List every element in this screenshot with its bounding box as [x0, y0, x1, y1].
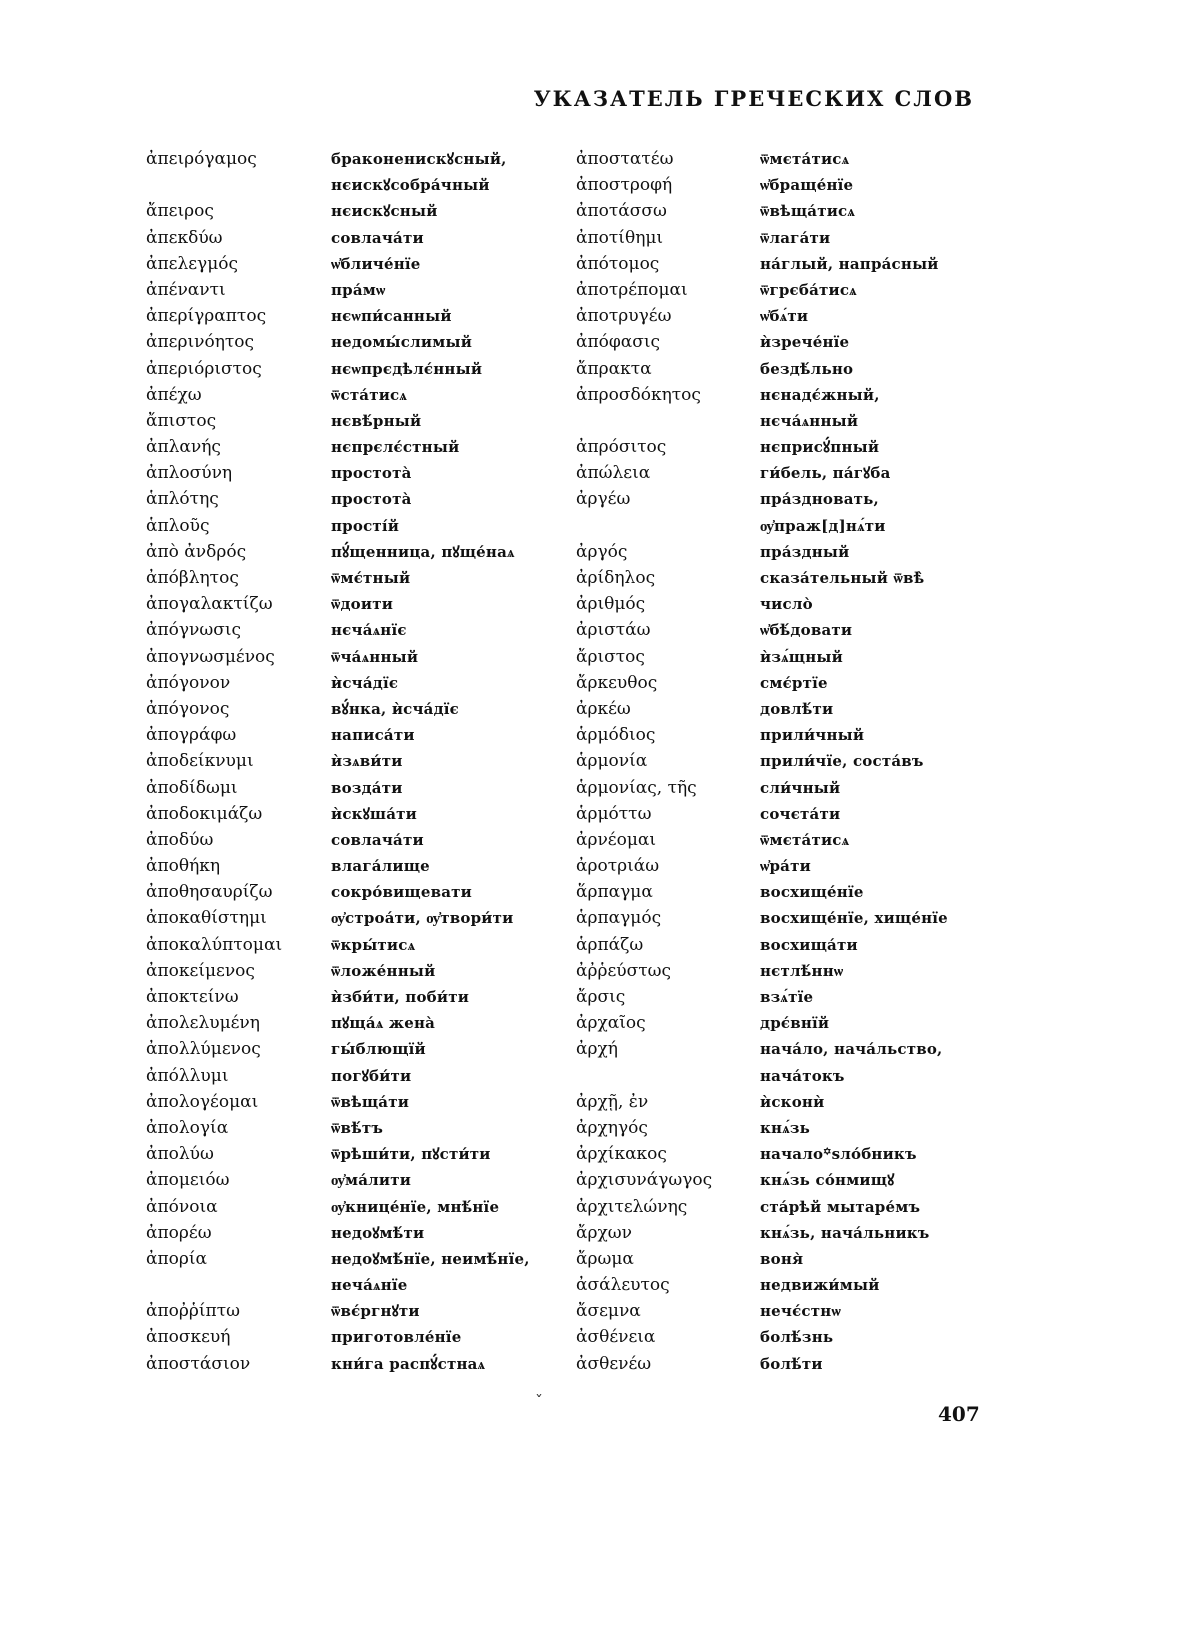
dictionary-entry: ἀποθησαυρίζω — [146, 882, 273, 903]
dictionary-entry: ѡ҆бѣ́довати — [760, 621, 853, 640]
dictionary-entry: совлача́ти — [331, 830, 424, 849]
dictionary-entry: ἀρχή — [576, 1039, 618, 1060]
dictionary-entry: ἀπελεγμός — [146, 253, 239, 274]
dictionary-entry: пра́мѡ — [331, 280, 386, 299]
page-header: УКАЗАТЕЛЬ ГРЕЧЕСКИХ СЛОВ — [533, 86, 974, 111]
dictionary-entry: восхища́ти — [760, 935, 858, 954]
dictionary-entry: нєискꙋсобра́чный — [331, 176, 490, 195]
dictionary-entry: нєискꙋсный — [331, 202, 438, 221]
dictionary-entry: нєѡпи́санный — [331, 307, 452, 326]
dictionary-entry: недвижи́мый — [760, 1276, 880, 1295]
dictionary-entry: пра́здновать, — [760, 490, 879, 509]
dictionary-entry: ἀρίδηλος — [576, 568, 656, 588]
dictionary-entry: недоꙋмѣ́нїе, неимѣ́нїе, — [331, 1249, 530, 1268]
dictionary-entry: нєтлѣ́ннѡ — [760, 961, 844, 980]
dictionary-entry: ἀρχισυνάγωγος — [576, 1170, 713, 1191]
dictionary-entry: ἀπορέω — [146, 1222, 212, 1243]
dictionary-entry: нєнадє́жный, — [760, 385, 880, 404]
dictionary-entry: ἁρμονίας, τῆς — [576, 777, 697, 798]
dictionary-entry: ἀποδίδωμι — [146, 777, 238, 798]
dictionary-entry: кнѧ́зь, нача́льникъ — [760, 1223, 930, 1242]
dictionary-entry: ἀριστάω — [576, 620, 651, 641]
dictionary-entry: ἀρχαῖος — [576, 1013, 646, 1034]
dictionary-entry: ἄπειρος — [146, 201, 214, 222]
dictionary-entry: ἀπολογία — [146, 1117, 229, 1138]
dictionary-entry: ἀπρόσιτος — [576, 437, 667, 458]
dictionary-entry: ѿвє́ргнꙋти — [331, 1302, 420, 1321]
slavonic-column-left — [331, 146, 530, 1377]
dictionary-entry: ἄρκευθος — [576, 672, 658, 693]
dictionary-entry: погꙋби́ти — [331, 1066, 412, 1085]
dictionary-entry: ἀπόγονον — [146, 672, 231, 693]
dictionary-entry: сказа́тельный ѿвѣ̀ — [760, 569, 925, 587]
dictionary-entry: нача́токъ — [760, 1066, 845, 1085]
dictionary-entry: ѝзѧви́ти — [331, 752, 403, 771]
dictionary-entry: довлѣ́ти — [760, 699, 834, 718]
dictionary-entry: прили́чїе, соста́въ — [760, 752, 924, 771]
dictionary-entry: ἄριστος — [576, 646, 645, 667]
dictionary-entry: ѿгрєба́тисѧ — [760, 280, 857, 299]
dictionary-entry — [146, 172, 282, 198]
dictionary-entry: ἀπογράφω — [146, 725, 237, 746]
dictionary-entry: ѿдоити — [331, 595, 394, 614]
dictionary-entry: нача́ло, нача́льство, — [760, 1040, 943, 1059]
dictionary-entry: ἀπολογέομαι — [146, 1091, 259, 1112]
dictionary-entry — [576, 513, 712, 539]
dictionary-entry: сокро́вищевати — [331, 883, 472, 902]
dictionary-entry: ѿвѣща́ти — [331, 1092, 410, 1111]
greek-column-right — [576, 146, 712, 1377]
dictionary-entry: ἀποκαλύπτομαι — [146, 934, 283, 955]
dictionary-entry: ἀποῤῥίπτω — [146, 1301, 240, 1322]
dictionary-entry: ἀποθήκη — [146, 856, 221, 877]
dictionary-entry: ἀπόφασις — [576, 332, 661, 353]
dictionary-entry: ἀριθμός — [576, 594, 646, 615]
dictionary-entry: ἀπώλεια — [576, 463, 651, 484]
dictionary-entry: ἀσθενέω — [576, 1353, 652, 1374]
dictionary-entry: ἀπόλλυμι — [146, 1065, 229, 1086]
dictionary-entry: ἀπότομος — [576, 253, 660, 274]
dictionary-entry: ѡ҆ра́ти — [760, 857, 811, 876]
dictionary-entry: ἀπομειόω — [146, 1170, 230, 1191]
dictionary-entry: совлача́ти — [331, 228, 424, 247]
dictionary-entry: ἀποδοκιμάζω — [146, 803, 263, 824]
dictionary-entry: ѡ҆браще́нїе — [760, 176, 854, 195]
dictionary-entry: кнѧ́зь со́нмищꙋ — [760, 1171, 895, 1190]
dictionary-entry: ἁπλότης — [146, 489, 219, 510]
dictionary-entry: ἀῤῥεύστως — [576, 960, 672, 981]
dictionary-entry: нєча́ѧнный — [760, 411, 859, 430]
dictionary-entry: ἀποδύω — [146, 829, 214, 850]
dictionary-entry: нєприсꙋ́пный — [760, 438, 880, 457]
dictionary-entry: неча́ѧнїе — [331, 1276, 408, 1295]
dictionary-entry: ἄπρακτα — [576, 358, 652, 379]
dictionary-entry: ѿмє́тный — [331, 569, 411, 587]
dictionary-entry: ἀπόβλητος — [146, 568, 239, 588]
dictionary-entry: прості́й — [331, 516, 400, 535]
dictionary-entry: бездѣ́льно — [760, 359, 854, 378]
dictionary-entry: воня̀ — [760, 1249, 804, 1268]
dictionary-entry — [576, 408, 712, 434]
dictionary-entry: ѹ҆книце́нїе, мнѣ́нїе — [331, 1197, 500, 1216]
dictionary-entry: ѿвѣща́тисѧ — [760, 202, 856, 221]
dictionary-entry: пꙋща́ѧ жена̀ — [331, 1014, 436, 1033]
dictionary-entry: ἀρχῇ, ἐν — [576, 1091, 649, 1112]
dictionary-entry — [146, 1272, 282, 1298]
dictionary-entry: ἁπλοῦς — [146, 515, 210, 536]
dictionary-entry: ѡ҆бѧ́ти — [760, 307, 809, 326]
dictionary-entry: ги́бель, па́гꙋба — [760, 464, 891, 483]
dictionary-entry: ἄπιστος — [146, 410, 217, 431]
dictionary-entry: нечє́стнѡ — [760, 1302, 841, 1321]
dictionary-entry: ἀργέω — [576, 489, 631, 510]
dictionary-entry — [576, 1063, 712, 1089]
dictionary-entry: ἀπέχω — [146, 384, 202, 405]
dictionary-entry: ἀποτίθημι — [576, 227, 664, 248]
dictionary-entry: ἁρπάζω — [576, 934, 644, 955]
dictionary-entry: ἀποτρυγέω — [576, 306, 672, 327]
dictionary-entry: ἀποστατέω — [576, 149, 674, 169]
dictionary-entry: ἀπόγνωσις — [146, 620, 242, 641]
dictionary-entry: ἀρκέω — [576, 698, 631, 719]
dictionary-entry: приготовле́нїе — [331, 1328, 462, 1347]
dictionary-entry: ἀποστάσιον — [146, 1353, 251, 1374]
dictionary-entry: ἁρμόδιος — [576, 725, 656, 746]
dictionary-entry: ἀπλοσύνη — [146, 463, 233, 484]
dictionary-entry: ἄρσις — [576, 987, 626, 1007]
dictionary-entry: ѿлага́ти — [760, 228, 831, 247]
dictionary-entry: ѿвѣ́тъ — [331, 1118, 384, 1137]
dictionary-entry: ἀπολύω — [146, 1144, 214, 1165]
dictionary-entry: ѝсча́дїє — [331, 673, 399, 692]
dictionary-entry: недоꙋмѣ́ти — [331, 1223, 425, 1242]
dictionary-entry: ἀροτριάω — [576, 856, 660, 877]
dictionary-entry: ста́рѣй мытаре́мъ — [760, 1197, 921, 1216]
dictionary-entry: ἀποτάσσω — [576, 201, 667, 222]
dictionary-entry: ἀπειρόγαμος — [146, 149, 257, 169]
dictionary-entry: ѿложе́нный — [331, 961, 436, 980]
dictionary-entry: ἀρχηγός — [576, 1117, 648, 1138]
dictionary-entry: ἀπογαλακτίζω — [146, 594, 273, 615]
dictionary-entry: ἀπεκδύω — [146, 227, 223, 248]
dictionary-entry: ѝзрече́нїе — [760, 333, 850, 352]
dictionary-entry: кнѧ́зь — [760, 1118, 811, 1137]
dictionary-entry: ѹ҆праж[д]нѧ́ти — [760, 516, 886, 535]
dictionary-entry: смє́ртїе — [760, 673, 828, 692]
dictionary-entry: ἀρχίκακος — [576, 1144, 667, 1165]
dictionary-entry: ἀποκτείνω — [146, 987, 239, 1007]
dictionary-entry: ἀπογνωσμένος — [146, 646, 275, 667]
dictionary-entry: ἀπροσδόκητος — [576, 384, 701, 405]
dictionary-entry: ἀπορία — [146, 1248, 208, 1269]
dictionary-entry: прили́чный — [760, 726, 865, 745]
dictionary-entry: гы́блющїй — [331, 1040, 426, 1059]
dictionary-entry: вꙋ́нка, ѝсча́дїє — [331, 699, 460, 718]
dictionary-entry: ἀσθένεια — [576, 1327, 656, 1348]
dictionary-entry: ἀπέναντι — [146, 279, 226, 300]
dictionary-entry: взѧ́тїе — [760, 988, 814, 1006]
dictionary-entry: ἀπολελυμένη — [146, 1013, 260, 1034]
dictionary-entry: ἀρχιτελώνης — [576, 1196, 688, 1217]
greek-column-left — [146, 146, 282, 1377]
page-number: 407 — [938, 1402, 980, 1426]
dictionary-entry: ѝзби́ти, поби́ти — [331, 988, 470, 1006]
dictionary-entry: ѹ҆строа́ти, ѹ҆твори́ти — [331, 909, 514, 928]
dictionary-entry: ѹ҆ма́лити — [331, 1171, 412, 1190]
dictionary-entry: недомы́слимый — [331, 333, 473, 352]
dictionary-entry: ἀποκαθίστημι — [146, 908, 267, 929]
dictionary-entry: сочєта́ти — [760, 804, 841, 823]
dictionary-entry: ἀποτρέπομαι — [576, 279, 688, 300]
dictionary-entry: число̀ — [760, 595, 813, 614]
dictionary-entry: ἀπερινόητος — [146, 332, 255, 353]
dictionary-entry: на́глый, напра́сный — [760, 254, 939, 273]
dictionary-entry: ἀρνέομαι — [576, 829, 657, 850]
dictionary-entry: дрє́внїй — [760, 1014, 830, 1033]
dictionary-entry: ѿкры́тисѧ — [331, 935, 416, 954]
dictionary-entry: нєвѣ́рный — [331, 411, 422, 430]
dictionary-entry: ѝскꙋша́ти — [331, 804, 417, 823]
dictionary-entry: ἀπόνοια — [146, 1196, 218, 1217]
dictionary-entry: болѣ́ти — [760, 1354, 823, 1373]
dictionary-entry: ἀποστροφή — [576, 175, 673, 196]
dictionary-entry: нєпрєлє́стный — [331, 438, 460, 457]
dictionary-entry: ἀσάλευτος — [576, 1275, 670, 1296]
dictionary-entry: ἄρχων — [576, 1222, 632, 1243]
dictionary-entry: ѡ҆бличе́нїе — [331, 254, 421, 273]
dictionary-entry: ἀπερίγραπτος — [146, 306, 267, 327]
dictionary-entry: ἀπόγονος — [146, 698, 230, 719]
dictionary-entry: кни́га распꙋ́стнаѧ — [331, 1354, 486, 1373]
printer-mark: ˇ — [535, 1392, 543, 1411]
dictionary-entry: нєча́ѧнїє — [331, 621, 407, 640]
dictionary-entry: ѝзѧ́щный — [760, 647, 843, 666]
dictionary-entry: ἀποκείμενος — [146, 960, 255, 981]
dictionary-entry: ѿрѣши́ти, пꙋсти́ти — [331, 1145, 491, 1164]
dictionary-entry: ἄσεμνα — [576, 1301, 641, 1322]
dictionary-entry: ἀπὸ ἀνδρός — [146, 541, 247, 562]
dictionary-entry: ἅρπαγμα — [576, 882, 653, 903]
dictionary-entry: простота̀ — [331, 464, 412, 483]
dictionary-entry: ѿмєта́тисѧ — [760, 830, 850, 849]
dictionary-entry: ἄρωμα — [576, 1248, 634, 1269]
dictionary-entry: возда́ти — [331, 778, 403, 797]
dictionary-entry: ἀπεριόριστος — [146, 358, 262, 379]
dictionary-entry: ἀργός — [576, 541, 628, 562]
dictionary-entry: браконенискꙋсный, — [331, 150, 507, 168]
dictionary-entry: восхище́нїе — [760, 883, 864, 902]
dictionary-entry: влага́лище — [331, 857, 430, 876]
dictionary-entry: написа́ти — [331, 726, 415, 745]
dictionary-entry: ѿча́ѧнный — [331, 647, 419, 666]
slavonic-column-right — [760, 146, 948, 1377]
dictionary-entry: ἀποδείκνυμι — [146, 751, 254, 772]
dictionary-entry: простота̀ — [331, 490, 412, 509]
dictionary-entry: ѿста́тисѧ — [331, 385, 408, 404]
dictionary-entry: пра́здный — [760, 542, 850, 561]
dictionary-entry: пꙋ́щенница, пꙋще́наѧ — [331, 542, 515, 561]
dictionary-entry: сли́чный — [760, 778, 841, 797]
dictionary-entry: ἁρμονία — [576, 751, 648, 772]
dictionary-entry: ἁρμόττω — [576, 803, 652, 824]
dictionary-entry: ἀπλανής — [146, 437, 221, 458]
dictionary-entry: ѿмєта́тисѧ — [760, 150, 850, 168]
dictionary-entry: болѣ́знь — [760, 1328, 834, 1347]
dictionary-entry: ἀποσκευή — [146, 1327, 231, 1348]
dictionary-entry: начало꙳ѕло́бникъ — [760, 1145, 917, 1164]
dictionary-entry: ἁρπαγμός — [576, 908, 662, 929]
dictionary-entry: восхище́нїе, хище́нїе — [760, 909, 948, 928]
dictionary-entry: ἀπολλύμενος — [146, 1039, 261, 1060]
dictionary-entry: ѝсконѝ — [760, 1092, 825, 1111]
dictionary-entry: нєѡпрєдѣлє́нный — [331, 359, 483, 378]
